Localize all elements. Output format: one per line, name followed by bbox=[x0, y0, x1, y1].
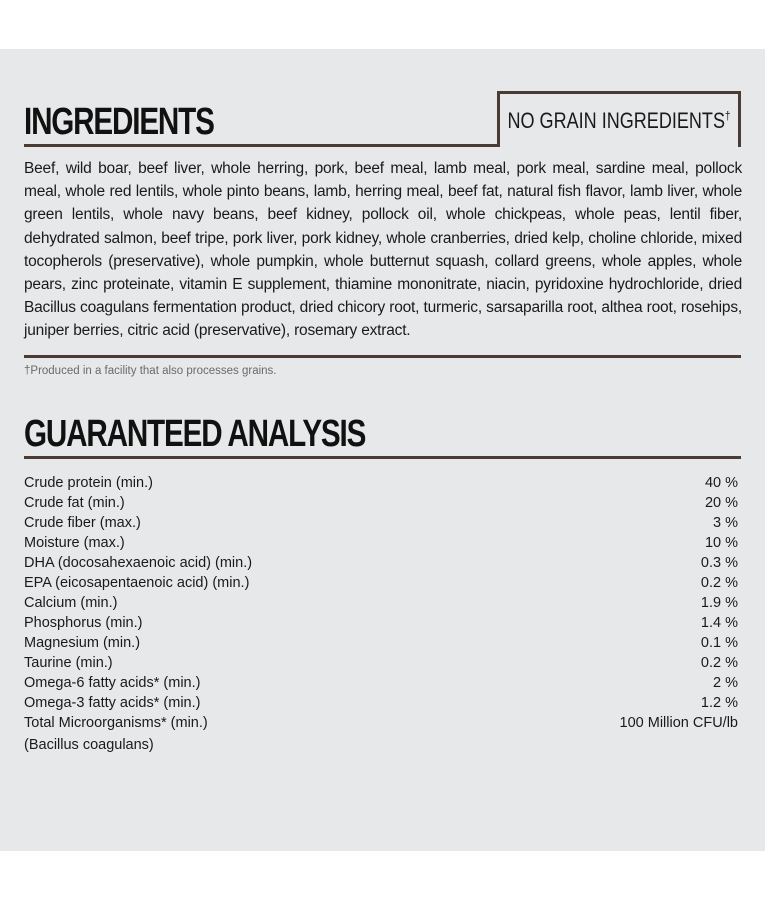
ingredients-divider bbox=[24, 355, 741, 358]
analysis-value: 0.2 % bbox=[700, 655, 738, 671]
analysis-value: 0.1 % bbox=[700, 635, 738, 651]
nutrition-panel bbox=[0, 49, 765, 851]
ingredients-list: Beef, wild boar, beef liver, whole herring, pork, beef meal, lamb meal, pork meal, sardine meal, pollock meal, whole red lentils, whole pinto beans, lamb, herring meal, beef fat, natural fish flavor, lamb liver, whole green lentils, whole navy beans, beef kidney, pollock oil, whole chickpeas, whole peas, lentil fiber, dehydrated salmon, beef tripe, pork liver, pork kidney, whole cranberries, dried kelp, choline chloride, mixed tocopherols (preservative), whole pumpkin, whole butternut squash, collard greens, whole apples, whole pears, zinc proteinate, vitamin E supplement, thiamine mononitrate, niacin, pyridoxine hydrochloride, dried Bacillus coagulans fermentation product, dried chicory root, turmeric, sarsaparilla root, althea root, rosehips, juniper berries, citric acid (preservative), rosemary extract. bbox=[24, 160, 742, 340]
analysis-label: Moisture (max.) bbox=[24, 535, 125, 551]
ingredients-title: INGREDIENTS bbox=[24, 101, 214, 143]
analysis-row bbox=[24, 513, 738, 533]
analysis-label: EPA (eicosapentaenoic acid) (min.) bbox=[24, 575, 250, 591]
dagger-mark: † bbox=[725, 108, 731, 123]
no-grain-badge bbox=[497, 91, 741, 147]
analysis-label: Omega-3 fatty acids* (min.) bbox=[24, 695, 201, 711]
analysis-row bbox=[24, 573, 738, 593]
analysis-row bbox=[24, 713, 738, 733]
analysis-table bbox=[24, 473, 738, 733]
analysis-header bbox=[24, 399, 741, 459]
analysis-value: 2 % bbox=[713, 675, 738, 691]
analysis-label: DHA (docosahexaenoic acid) (min.) bbox=[24, 555, 253, 571]
analysis-row bbox=[24, 533, 738, 553]
analysis-label: Total Microorganisms* (min.) bbox=[24, 715, 208, 731]
analysis-label: Crude protein (min.) bbox=[24, 475, 153, 491]
analysis-label: Crude fiber (max.) bbox=[24, 515, 141, 531]
analysis-value: 1.4 % bbox=[700, 615, 738, 631]
analysis-row bbox=[24, 473, 738, 493]
analysis-row bbox=[24, 553, 738, 573]
analysis-value: 0.3 % bbox=[700, 555, 738, 571]
analysis-value: 100 Million CFU/lb bbox=[619, 715, 738, 731]
ingredients-header bbox=[24, 89, 741, 147]
analysis-value: 1.2 % bbox=[700, 695, 738, 711]
analysis-value: 1.9 % bbox=[700, 595, 738, 611]
analysis-value: 40 % bbox=[704, 475, 738, 491]
analysis-value: 0.2 % bbox=[700, 575, 738, 591]
analysis-label: Magnesium (min.) bbox=[24, 635, 141, 651]
analysis-title: GUARANTEED ANALYSIS bbox=[24, 413, 366, 455]
analysis-value: 10 % bbox=[704, 535, 738, 551]
analysis-label: Calcium (min.) bbox=[24, 595, 118, 611]
analysis-label: Taurine (min.) bbox=[24, 655, 113, 671]
analysis-row bbox=[24, 493, 738, 513]
analysis-row bbox=[24, 673, 738, 693]
analysis-row bbox=[24, 693, 738, 713]
analysis-value: 3 % bbox=[713, 515, 738, 531]
analysis-label: Crude fat (min.) bbox=[24, 495, 125, 511]
analysis-value: 20 % bbox=[704, 495, 738, 511]
analysis-header-rule bbox=[24, 456, 741, 459]
microorganism-note: (Bacillus coagulans) bbox=[24, 737, 154, 753]
grain-facility-footnote: †Produced in a facility that also processes grains. bbox=[24, 365, 277, 377]
analysis-label: Phosphorus (min.) bbox=[24, 615, 143, 631]
analysis-row bbox=[24, 653, 738, 673]
analysis-row bbox=[24, 613, 738, 633]
analysis-row bbox=[24, 593, 738, 613]
no-grain-badge-label: NO GRAIN INGREDIENTS† bbox=[507, 107, 731, 133]
analysis-row bbox=[24, 633, 738, 653]
analysis-label: Omega-6 fatty acids* (min.) bbox=[24, 675, 201, 691]
